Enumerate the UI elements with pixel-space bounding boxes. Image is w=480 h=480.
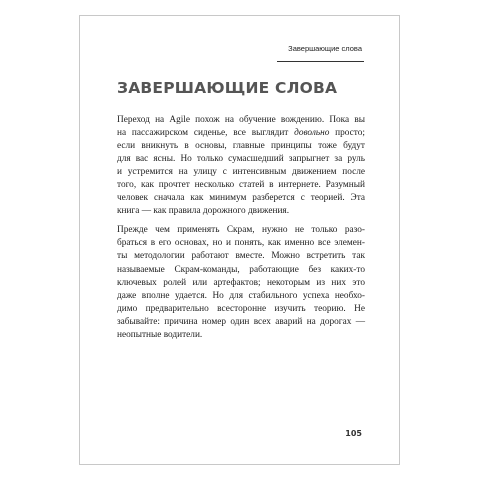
- text-line: [117, 127, 365, 140]
- text-line: ключевых ролей или артефактов; некоторым из них это: [117, 277, 365, 288]
- text-line: и устремится на улицу с интенсивным движением после: [117, 167, 365, 178]
- text-line: человек сначала как минимум разберется с теорией. Эта: [117, 193, 365, 204]
- paragraph-1: [117, 114, 365, 218]
- text-line: для вас ясны. Но только сумасшедший запрыгнет за руль: [117, 154, 365, 165]
- running-head: Завершающие слова: [288, 44, 362, 53]
- text-line: книга — как правила дорожного движения.: [117, 206, 290, 217]
- running-head-rule: [277, 61, 364, 62]
- chapter-title: ЗАВЕРШАЮЩИЕ СЛОВА: [117, 79, 338, 97]
- text-fragment: просто;: [329, 128, 365, 139]
- text-line: называемые Скрам-команды, работающие без каких-то: [117, 264, 365, 275]
- paragraph-2: [117, 224, 365, 341]
- text-line: неопытные водители.: [117, 329, 203, 340]
- text-line: того, как прочтет несколько статей в интернете. Разумный: [117, 180, 365, 191]
- page-number: 105: [345, 429, 362, 438]
- book-page: [79, 15, 400, 465]
- text-line: Прежде чем применять Скрам, нужно не только разо-: [117, 225, 365, 236]
- text-line: браться в его основах, но и понять, как именно все элемен-: [117, 238, 365, 249]
- text-line: забывайте: причина номер один всех аварий на дорогах —: [117, 316, 365, 327]
- emphasis-text: довольно: [294, 128, 330, 139]
- text-line: даже вполне удается. Но для стабильного успеха необхо-: [117, 290, 365, 301]
- text-line: ты методологии работают вместе. Можно встретить так: [117, 251, 365, 262]
- text-fragment: на пассажирском сиденье, все выглядит: [117, 128, 295, 139]
- text-line: Переход на Agile похож на обучение вождению. Пока вы: [117, 115, 365, 125]
- body-text: [117, 114, 365, 342]
- text-line: если вникнуть в основы, главные принципы тоже будут: [117, 141, 365, 152]
- text-line: димо предварительно всесторонне изучить теорию. Не: [117, 303, 365, 314]
